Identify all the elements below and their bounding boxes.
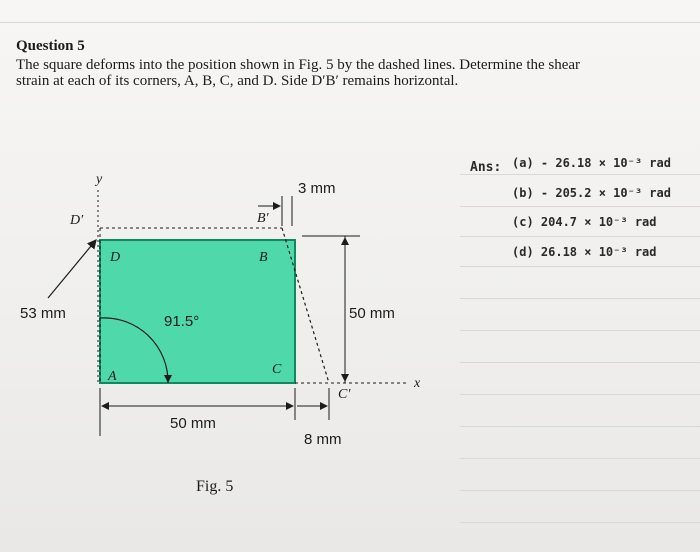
corner-b-prime-label: B′	[257, 211, 269, 226]
answer-a: (a) - 26.18 × 10⁻³ rad	[512, 156, 671, 170]
corner-c-prime-label: C′	[338, 387, 351, 402]
y-axis-label: y	[96, 172, 103, 187]
corner-d-label: D	[110, 250, 121, 265]
dim-53mm-label: 53 mm	[20, 305, 66, 322]
corner-a-label: A	[108, 369, 117, 384]
dim-53mm-leader	[48, 240, 96, 298]
answer-d: (d) 26.18 × 10⁻³ rad	[512, 245, 657, 259]
dim-8mm-label: 8 mm	[304, 431, 342, 448]
x-axis-label: x	[414, 376, 421, 391]
question-title: Question 5	[16, 38, 85, 54]
answer-c: (c) 204.7 × 10⁻³ rad	[512, 215, 657, 229]
dim-3mm-label: 3 mm	[298, 180, 336, 197]
question-line-1: The square deforms into the position shown in Fig. 5 by the dashed lines. Determine the shear	[16, 57, 581, 73]
answer-prefix: Ans:	[470, 160, 502, 175]
angle-label: 91.5°	[164, 313, 200, 330]
corner-b-label: B	[259, 250, 268, 265]
dim-50mm-right-label: 50 mm	[349, 305, 395, 322]
corner-c-label: C	[272, 362, 282, 377]
figure-caption: Fig. 5	[196, 478, 234, 495]
dim-50mm-bottom-label: 50 mm	[170, 415, 216, 432]
corner-d-prime-label: D′	[70, 213, 84, 228]
question-line-2: strain at each of its corners, A, B, C, and D. Side D′B′ remains horizontal.	[16, 73, 459, 89]
answer-b: (b) - 205.2 × 10⁻³ rad	[512, 186, 671, 200]
